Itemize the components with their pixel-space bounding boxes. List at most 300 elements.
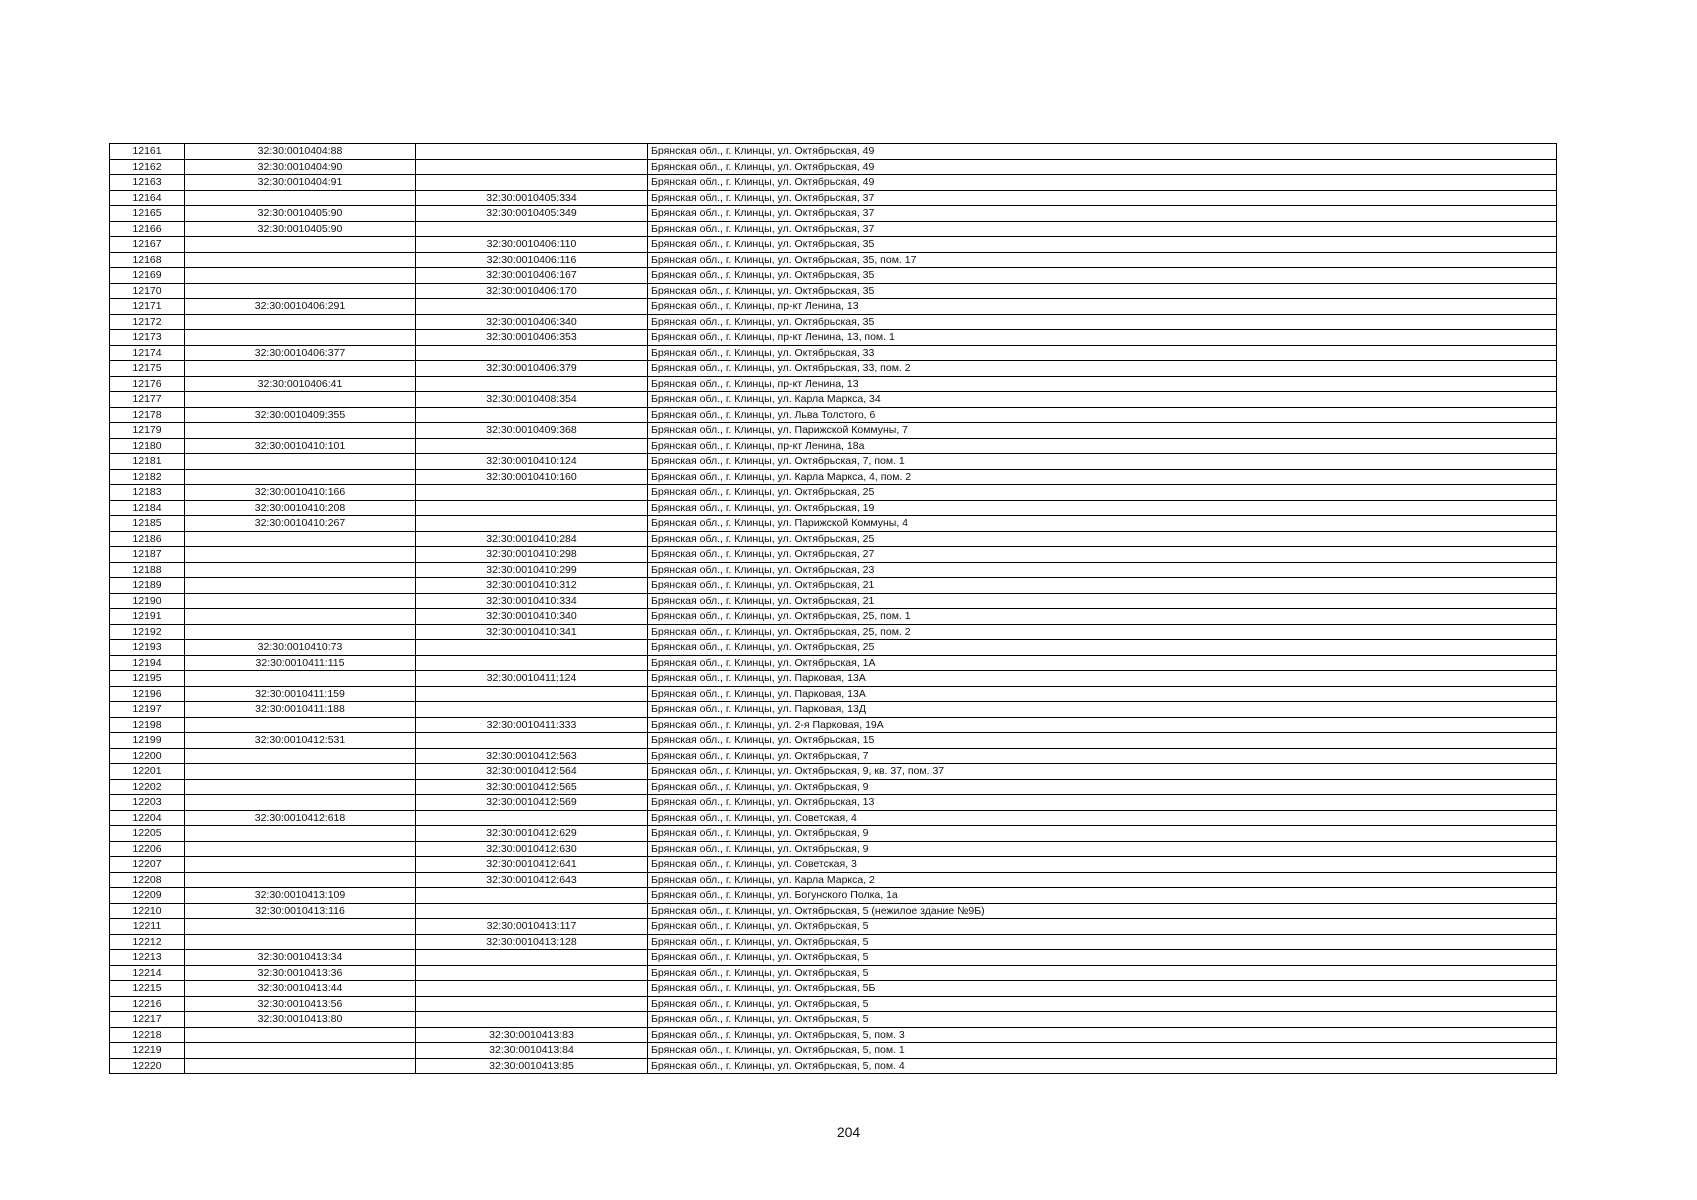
table-row (110, 144, 1557, 160)
row-number-cell: 12174 (110, 345, 185, 361)
cadastral-number-1-cell: 32:30:0010411:159 (185, 686, 416, 702)
row-number-cell: 12186 (110, 531, 185, 547)
cadastral-number-2-cell: 32:30:0010413:85 (416, 1058, 648, 1074)
table-row (110, 361, 1557, 377)
address-cell: Брянская обл., г. Клинцы, ул. Октябрьская, 37 (648, 206, 1557, 222)
row-number-cell: 12193 (110, 640, 185, 656)
table-row (110, 423, 1557, 439)
address-cell: Брянская обл., г. Клинцы, ул. Карла Маркса, 2 (648, 872, 1557, 888)
address-cell: Брянская обл., г. Клинцы, ул. Октябрьская, 23 (648, 562, 1557, 578)
address-cell: Брянская обл., г. Клинцы, ул. Октябрьская, 25 (648, 485, 1557, 501)
address-cell: Брянская обл., г. Клинцы, ул. Советская, 3 (648, 857, 1557, 873)
table-row (110, 500, 1557, 516)
row-number-cell: 12184 (110, 500, 185, 516)
cadastral-number-2-cell (416, 175, 648, 191)
cadastral-number-1-cell (185, 330, 416, 346)
row-number-cell: 12212 (110, 934, 185, 950)
row-number-cell: 12201 (110, 764, 185, 780)
row-number-cell: 12168 (110, 252, 185, 268)
cadastral-number-1-cell: 32:30:0010406:377 (185, 345, 416, 361)
cadastral-number-1-cell: 32:30:0010412:618 (185, 810, 416, 826)
row-number-cell: 12206 (110, 841, 185, 857)
row-number-cell: 12199 (110, 733, 185, 749)
address-cell: Брянская обл., г. Клинцы, ул. Октябрьская, 49 (648, 144, 1557, 160)
address-cell: Брянская обл., г. Клинцы, ул. Парижской Коммуны, 7 (648, 423, 1557, 439)
row-number-cell: 12167 (110, 237, 185, 253)
cadastral-number-1-cell (185, 190, 416, 206)
table-row (110, 1058, 1557, 1074)
row-number-cell: 12191 (110, 609, 185, 625)
address-cell: Брянская обл., г. Клинцы, ул. Октябрьская, 27 (648, 547, 1557, 563)
address-cell: Брянская обл., г. Клинцы, ул. Октябрьская, 15 (648, 733, 1557, 749)
address-cell: Брянская обл., г. Клинцы, ул. Октябрьская, 19 (648, 500, 1557, 516)
row-number-cell: 12210 (110, 903, 185, 919)
cadastral-number-2-cell (416, 500, 648, 516)
address-cell: Брянская обл., г. Клинцы, ул. Октябрьская, 5 (648, 965, 1557, 981)
cadastral-number-1-cell (185, 531, 416, 547)
cadastral-number-2-cell (416, 702, 648, 718)
address-cell: Брянская обл., г. Клинцы, ул. Октябрьская, 5 (648, 996, 1557, 1012)
row-number-cell: 12170 (110, 283, 185, 299)
cadastral-number-1-cell (185, 919, 416, 935)
cadastral-number-2-cell (416, 733, 648, 749)
cadastral-number-2-cell: 32:30:0010410:284 (416, 531, 648, 547)
cadastral-number-1-cell: 32:30:0010410:267 (185, 516, 416, 532)
cadastral-number-2-cell (416, 376, 648, 392)
address-cell: Брянская обл., г. Клинцы, ул. Октябрьская, 35 (648, 283, 1557, 299)
table-row (110, 299, 1557, 315)
table-row (110, 516, 1557, 532)
cadastral-number-1-cell (185, 1043, 416, 1059)
table-row (110, 795, 1557, 811)
cadastral-number-1-cell (185, 469, 416, 485)
table-row (110, 640, 1557, 656)
cadastral-number-2-cell (416, 407, 648, 423)
cadastral-number-1-cell (185, 593, 416, 609)
table-row (110, 826, 1557, 842)
cadastral-number-1-cell (185, 779, 416, 795)
cadastral-number-2-cell: 32:30:0010406:340 (416, 314, 648, 330)
table-row (110, 578, 1557, 594)
address-cell: Брянская обл., г. Клинцы, ул. Октябрьская, 25, пом. 1 (648, 609, 1557, 625)
cadastral-number-1-cell: 32:30:0010411:188 (185, 702, 416, 718)
address-cell: Брянская обл., г. Клинцы, пр-кт Ленина, 13 (648, 376, 1557, 392)
address-cell: Брянская обл., г. Клинцы, ул. Октябрьская, 49 (648, 159, 1557, 175)
table-row (110, 593, 1557, 609)
cadastral-number-2-cell: 32:30:0010406:167 (416, 268, 648, 284)
table-row (110, 392, 1557, 408)
address-cell: Брянская обл., г. Клинцы, ул. Октябрьская, 21 (648, 593, 1557, 609)
address-cell: Брянская обл., г. Клинцы, ул. Октябрьская, 9, кв. 37, пом. 37 (648, 764, 1557, 780)
table-row (110, 1012, 1557, 1028)
table-row (110, 376, 1557, 392)
cadastral-number-2-cell: 32:30:0010413:117 (416, 919, 648, 935)
table-row (110, 268, 1557, 284)
table-row (110, 981, 1557, 997)
cadastral-number-2-cell (416, 438, 648, 454)
cadastral-number-1-cell (185, 624, 416, 640)
table-row (110, 702, 1557, 718)
cadastral-number-2-cell: 32:30:0010411:333 (416, 717, 648, 733)
table-row (110, 562, 1557, 578)
cadastral-number-1-cell (185, 392, 416, 408)
row-number-cell: 12163 (110, 175, 185, 191)
address-cell: Брянская обл., г. Клинцы, ул. Парковая, 13А (648, 671, 1557, 687)
table-row (110, 996, 1557, 1012)
cadastral-number-1-cell (185, 237, 416, 253)
cadastral-number-2-cell: 32:30:0010410:299 (416, 562, 648, 578)
row-number-cell: 12195 (110, 671, 185, 687)
address-cell: Брянская обл., г. Клинцы, ул. Октябрьская, 9 (648, 779, 1557, 795)
cadastral-number-2-cell: 32:30:0010412:643 (416, 872, 648, 888)
cadastral-number-1-cell: 32:30:0010413:34 (185, 950, 416, 966)
table-row (110, 159, 1557, 175)
table-row (110, 547, 1557, 563)
registry-table-container (109, 143, 1556, 1074)
cadastral-number-2-cell (416, 485, 648, 501)
row-number-cell: 12189 (110, 578, 185, 594)
row-number-cell: 12220 (110, 1058, 185, 1074)
cadastral-number-2-cell (416, 159, 648, 175)
cadastral-number-2-cell: 32:30:0010406:379 (416, 361, 648, 377)
cadastral-number-1-cell (185, 1058, 416, 1074)
cadastral-number-1-cell (185, 934, 416, 950)
row-number-cell: 12208 (110, 872, 185, 888)
cadastral-number-2-cell (416, 810, 648, 826)
address-cell: Брянская обл., г. Клинцы, ул. Октябрьская, 9 (648, 826, 1557, 842)
table-row (110, 748, 1557, 764)
row-number-cell: 12216 (110, 996, 185, 1012)
cadastral-number-1-cell: 32:30:0010404:90 (185, 159, 416, 175)
cadastral-number-1-cell (185, 1027, 416, 1043)
table-row (110, 950, 1557, 966)
row-number-cell: 12217 (110, 1012, 185, 1028)
address-cell: Брянская обл., г. Клинцы, ул. Октябрьская, 21 (648, 578, 1557, 594)
address-cell: Брянская обл., г. Клинцы, пр-кт Ленина, 13, пом. 1 (648, 330, 1557, 346)
cadastral-number-1-cell (185, 857, 416, 873)
cadastral-number-1-cell (185, 314, 416, 330)
cadastral-number-1-cell: 32:30:0010410:208 (185, 500, 416, 516)
table-row (110, 965, 1557, 981)
cadastral-number-1-cell (185, 795, 416, 811)
address-cell: Брянская обл., г. Клинцы, ул. Октябрьская, 5, пом. 3 (648, 1027, 1557, 1043)
table-row (110, 345, 1557, 361)
row-number-cell: 12205 (110, 826, 185, 842)
cadastral-number-1-cell: 32:30:0010405:90 (185, 221, 416, 237)
cadastral-number-1-cell: 32:30:0010413:44 (185, 981, 416, 997)
cadastral-number-1-cell (185, 717, 416, 733)
table-row (110, 717, 1557, 733)
cadastral-number-1-cell (185, 671, 416, 687)
cadastral-number-2-cell: 32:30:0010410:124 (416, 454, 648, 470)
row-number-cell: 12183 (110, 485, 185, 501)
address-cell: Брянская обл., г. Клинцы, ул. Октябрьская, 1А (648, 655, 1557, 671)
address-cell: Брянская обл., г. Клинцы, ул. Октябрьская, 5Б (648, 981, 1557, 997)
table-row (110, 175, 1557, 191)
row-number-cell: 12214 (110, 965, 185, 981)
cadastral-number-1-cell: 32:30:0010406:291 (185, 299, 416, 315)
row-number-cell: 12162 (110, 159, 185, 175)
cadastral-number-2-cell (416, 981, 648, 997)
cadastral-number-2-cell: 32:30:0010408:354 (416, 392, 648, 408)
cadastral-number-1-cell: 32:30:0010412:531 (185, 733, 416, 749)
address-cell: Брянская обл., г. Клинцы, ул. Октябрьская, 25, пом. 2 (648, 624, 1557, 640)
cadastral-number-2-cell: 32:30:0010405:334 (416, 190, 648, 206)
cadastral-number-1-cell (185, 609, 416, 625)
address-cell: Брянская обл., г. Клинцы, ул. Октябрьская, 35 (648, 314, 1557, 330)
table-row (110, 206, 1557, 222)
address-cell: Брянская обл., г. Клинцы, пр-кт Ленина, 13 (648, 299, 1557, 315)
cadastral-number-1-cell (185, 547, 416, 563)
cadastral-number-2-cell: 32:30:0010406:353 (416, 330, 648, 346)
row-number-cell: 12207 (110, 857, 185, 873)
cadastral-number-2-cell: 32:30:0010410:341 (416, 624, 648, 640)
row-number-cell: 12180 (110, 438, 185, 454)
address-cell: Брянская обл., г. Клинцы, ул. Октябрьская, 7, пом. 1 (648, 454, 1557, 470)
cadastral-number-2-cell (416, 950, 648, 966)
address-cell: Брянская обл., г. Клинцы, ул. Октябрьская, 5 (648, 1012, 1557, 1028)
cadastral-number-1-cell (185, 578, 416, 594)
table-row (110, 190, 1557, 206)
cadastral-number-1-cell (185, 361, 416, 377)
table-row (110, 671, 1557, 687)
address-cell: Брянская обл., г. Клинцы, ул. Октябрьская, 5 (нежилое здание №9Б) (648, 903, 1557, 919)
cadastral-number-2-cell: 32:30:0010413:84 (416, 1043, 648, 1059)
cadastral-number-2-cell: 32:30:0010410:334 (416, 593, 648, 609)
cadastral-number-2-cell: 32:30:0010406:110 (416, 237, 648, 253)
row-number-cell: 12200 (110, 748, 185, 764)
cadastral-number-2-cell (416, 1012, 648, 1028)
row-number-cell: 12188 (110, 562, 185, 578)
address-cell: Брянская обл., г. Клинцы, ул. Октябрьская, 5 (648, 934, 1557, 950)
row-number-cell: 12173 (110, 330, 185, 346)
address-cell: Брянская обл., г. Клинцы, ул. Октябрьская, 5, пом. 1 (648, 1043, 1557, 1059)
address-cell: Брянская обл., г. Клинцы, ул. Октябрьская, 7 (648, 748, 1557, 764)
cadastral-number-2-cell: 32:30:0010412:564 (416, 764, 648, 780)
row-number-cell: 12164 (110, 190, 185, 206)
address-cell: Брянская обл., г. Клинцы, ул. Октябрьская, 13 (648, 795, 1557, 811)
address-cell: Брянская обл., г. Клинцы, ул. Октябрьская, 25 (648, 531, 1557, 547)
table-row (110, 686, 1557, 702)
table-row (110, 934, 1557, 950)
row-number-cell: 12190 (110, 593, 185, 609)
row-number-cell: 12203 (110, 795, 185, 811)
cadastral-number-1-cell (185, 283, 416, 299)
row-number-cell: 12165 (110, 206, 185, 222)
address-cell: Брянская обл., г. Клинцы, ул. Октябрьская, 35, пом. 17 (648, 252, 1557, 268)
cadastral-number-2-cell (416, 345, 648, 361)
table-row (110, 1027, 1557, 1043)
cadastral-number-1-cell: 32:30:0010410:101 (185, 438, 416, 454)
row-number-cell: 12218 (110, 1027, 185, 1043)
table-row (110, 733, 1557, 749)
cadastral-number-2-cell (416, 299, 648, 315)
cadastral-number-2-cell: 32:30:0010410:298 (416, 547, 648, 563)
cadastral-number-2-cell: 32:30:0010410:160 (416, 469, 648, 485)
row-number-cell: 12192 (110, 624, 185, 640)
table-row (110, 454, 1557, 470)
cadastral-number-2-cell (416, 144, 648, 160)
cadastral-number-2-cell: 32:30:0010409:368 (416, 423, 648, 439)
cadastral-number-1-cell: 32:30:0010413:116 (185, 903, 416, 919)
page-number: 204 (836, 1124, 861, 1140)
cadastral-number-1-cell: 32:30:0010404:91 (185, 175, 416, 191)
table-row (110, 221, 1557, 237)
cadastral-number-1-cell (185, 562, 416, 578)
cadastral-number-2-cell: 32:30:0010412:569 (416, 795, 648, 811)
address-cell: Брянская обл., г. Клинцы, ул. Октябрьская, 5 (648, 919, 1557, 935)
table-row (110, 810, 1557, 826)
row-number-cell: 12171 (110, 299, 185, 315)
cadastral-number-1-cell (185, 252, 416, 268)
cadastral-number-2-cell (416, 888, 648, 904)
cadastral-number-1-cell: 32:30:0010410:166 (185, 485, 416, 501)
address-cell: Брянская обл., г. Клинцы, ул. 2-я Парковая, 19А (648, 717, 1557, 733)
cadastral-number-1-cell (185, 268, 416, 284)
row-number-cell: 12204 (110, 810, 185, 826)
cadastral-number-2-cell: 32:30:0010406:116 (416, 252, 648, 268)
registry-table-body (110, 144, 1557, 1074)
cadastral-number-1-cell: 32:30:0010406:41 (185, 376, 416, 392)
row-number-cell: 12176 (110, 376, 185, 392)
address-cell: Брянская обл., г. Клинцы, ул. Октябрьская, 37 (648, 190, 1557, 206)
cadastral-number-2-cell (416, 965, 648, 981)
row-number-cell: 12196 (110, 686, 185, 702)
address-cell: Брянская обл., г. Клинцы, ул. Советская, 4 (648, 810, 1557, 826)
cadastral-number-1-cell (185, 872, 416, 888)
cadastral-number-1-cell: 32:30:0010413:80 (185, 1012, 416, 1028)
cadastral-number-2-cell: 32:30:0010406:170 (416, 283, 648, 299)
cadastral-number-2-cell: 32:30:0010412:563 (416, 748, 648, 764)
table-row (110, 283, 1557, 299)
cadastral-number-2-cell: 32:30:0010410:340 (416, 609, 648, 625)
cadastral-number-1-cell (185, 826, 416, 842)
row-number-cell: 12215 (110, 981, 185, 997)
table-row (110, 779, 1557, 795)
row-number-cell: 12161 (110, 144, 185, 160)
row-number-cell: 12213 (110, 950, 185, 966)
cadastral-number-1-cell (185, 423, 416, 439)
cadastral-number-2-cell (416, 655, 648, 671)
cadastral-number-1-cell (185, 764, 416, 780)
address-cell: Брянская обл., г. Клинцы, ул. Богунского Полка, 1а (648, 888, 1557, 904)
table-row (110, 407, 1557, 423)
cadastral-number-2-cell: 32:30:0010412:630 (416, 841, 648, 857)
row-number-cell: 12202 (110, 779, 185, 795)
table-row (110, 888, 1557, 904)
row-number-cell: 12172 (110, 314, 185, 330)
cadastral-number-1-cell (185, 841, 416, 857)
address-cell: Брянская обл., г. Клинцы, ул. Парижской Коммуны, 4 (648, 516, 1557, 532)
cadastral-number-2-cell (416, 903, 648, 919)
table-row (110, 764, 1557, 780)
row-number-cell: 12178 (110, 407, 185, 423)
address-cell: Брянская обл., г. Клинцы, ул. Октябрьская, 33 (648, 345, 1557, 361)
cadastral-number-2-cell (416, 686, 648, 702)
table-row (110, 624, 1557, 640)
table-row (110, 609, 1557, 625)
table-row (110, 857, 1557, 873)
address-cell: Брянская обл., г. Клинцы, ул. Карла Маркса, 4, пом. 2 (648, 469, 1557, 485)
row-number-cell: 12179 (110, 423, 185, 439)
table-row (110, 1043, 1557, 1059)
row-number-cell: 12166 (110, 221, 185, 237)
cadastral-number-2-cell: 32:30:0010412:641 (416, 857, 648, 873)
cadastral-number-1-cell: 32:30:0010413:109 (185, 888, 416, 904)
address-cell: Брянская обл., г. Клинцы, ул. Льва Толстого, 6 (648, 407, 1557, 423)
cadastral-number-2-cell: 32:30:0010413:83 (416, 1027, 648, 1043)
table-row (110, 469, 1557, 485)
row-number-cell: 12197 (110, 702, 185, 718)
table-row (110, 330, 1557, 346)
cadastral-number-2-cell: 32:30:0010412:565 (416, 779, 648, 795)
address-cell: Брянская обл., г. Клинцы, ул. Октябрьская, 49 (648, 175, 1557, 191)
table-row (110, 872, 1557, 888)
table-row (110, 531, 1557, 547)
address-cell: Брянская обл., г. Клинцы, ул. Парковая, 13А (648, 686, 1557, 702)
table-row (110, 438, 1557, 454)
address-cell: Брянская обл., г. Клинцы, ул. Октябрьская, 5 (648, 950, 1557, 966)
cadastral-number-1-cell: 32:30:0010410:73 (185, 640, 416, 656)
cadastral-number-1-cell (185, 454, 416, 470)
cadastral-number-2-cell (416, 516, 648, 532)
address-cell: Брянская обл., г. Клинцы, ул. Октябрьская, 35 (648, 237, 1557, 253)
address-cell: Брянская обл., г. Клинцы, ул. Октябрьская, 25 (648, 640, 1557, 656)
address-cell: Брянская обл., г. Клинцы, ул. Октябрьская, 33, пом. 2 (648, 361, 1557, 377)
address-cell: Брянская обл., г. Клинцы, ул. Парковая, 13Д (648, 702, 1557, 718)
table-row (110, 919, 1557, 935)
address-cell: Брянская обл., г. Клинцы, пр-кт Ленина, 18а (648, 438, 1557, 454)
table-row (110, 252, 1557, 268)
cadastral-number-1-cell (185, 748, 416, 764)
cadastral-number-1-cell: 32:30:0010413:56 (185, 996, 416, 1012)
cadastral-number-2-cell (416, 640, 648, 656)
row-number-cell: 12177 (110, 392, 185, 408)
table-row (110, 903, 1557, 919)
registry-table (109, 143, 1557, 1074)
row-number-cell: 12185 (110, 516, 185, 532)
address-cell: Брянская обл., г. Клинцы, ул. Октябрьская, 9 (648, 841, 1557, 857)
address-cell: Брянская обл., г. Клинцы, ул. Октябрьская, 35 (648, 268, 1557, 284)
address-cell: Брянская обл., г. Клинцы, ул. Октябрьская, 5, пом. 4 (648, 1058, 1557, 1074)
table-row (110, 237, 1557, 253)
cadastral-number-1-cell: 32:30:0010413:36 (185, 965, 416, 981)
row-number-cell: 12219 (110, 1043, 185, 1059)
row-number-cell: 12187 (110, 547, 185, 563)
cadastral-number-2-cell: 32:30:0010412:629 (416, 826, 648, 842)
address-cell: Брянская обл., г. Клинцы, ул. Карла Маркса, 34 (648, 392, 1557, 408)
table-row (110, 655, 1557, 671)
cadastral-number-2-cell: 32:30:0010405:349 (416, 206, 648, 222)
cadastral-number-1-cell: 32:30:0010405:90 (185, 206, 416, 222)
cadastral-number-2-cell: 32:30:0010411:124 (416, 671, 648, 687)
row-number-cell: 12181 (110, 454, 185, 470)
row-number-cell: 12175 (110, 361, 185, 377)
row-number-cell: 12182 (110, 469, 185, 485)
address-cell: Брянская обл., г. Клинцы, ул. Октябрьская, 37 (648, 221, 1557, 237)
table-row (110, 485, 1557, 501)
table-row (110, 314, 1557, 330)
cadastral-number-2-cell: 32:30:0010413:128 (416, 934, 648, 950)
row-number-cell: 12198 (110, 717, 185, 733)
cadastral-number-1-cell: 32:30:0010411:115 (185, 655, 416, 671)
cadastral-number-2-cell (416, 221, 648, 237)
table-row (110, 841, 1557, 857)
cadastral-number-1-cell: 32:30:0010409:355 (185, 407, 416, 423)
cadastral-number-2-cell: 32:30:0010410:312 (416, 578, 648, 594)
cadastral-number-1-cell: 32:30:0010404:88 (185, 144, 416, 160)
cadastral-number-2-cell (416, 996, 648, 1012)
